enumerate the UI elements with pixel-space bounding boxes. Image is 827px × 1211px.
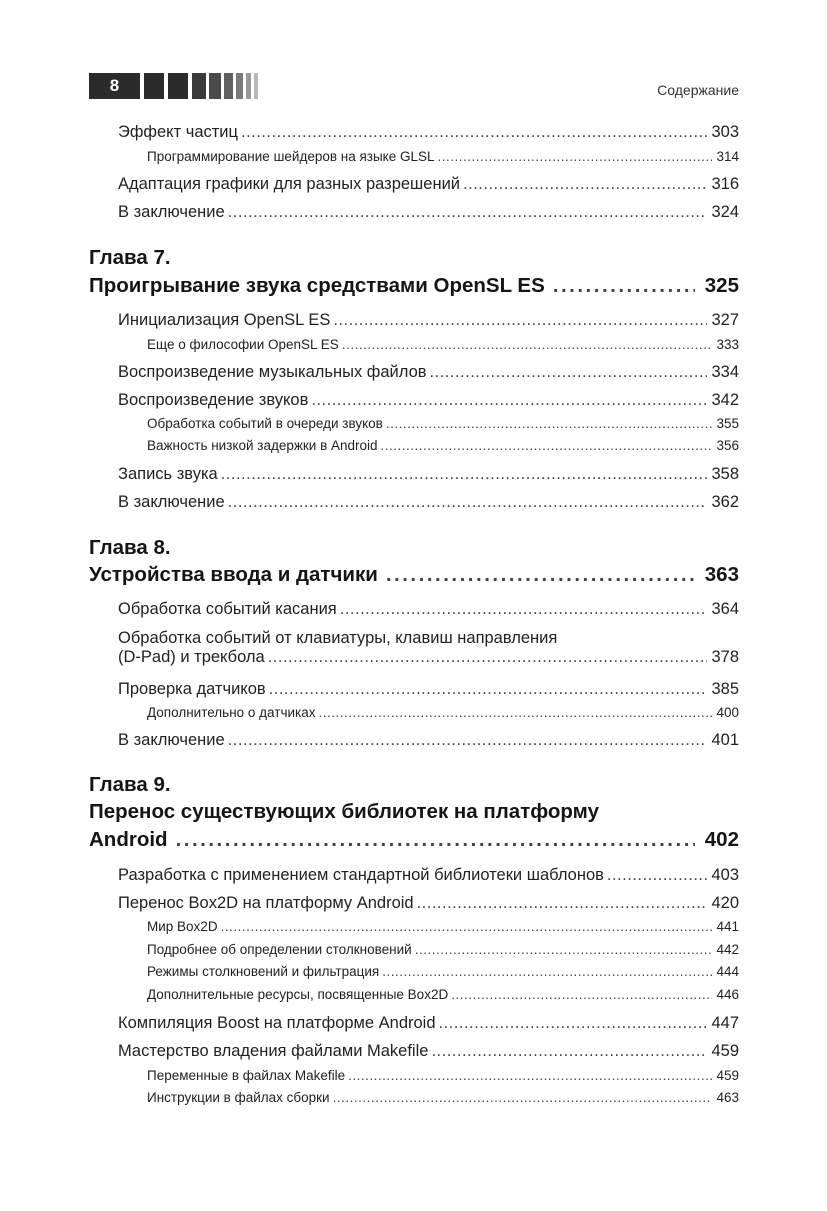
chapter-number: Глава 8.: [89, 536, 171, 559]
chapter-title: Устройства ввода и датчики: [89, 563, 378, 586]
toc-entry-page: 356: [716, 438, 739, 453]
toc-entry-title: Переменные в файлах Makefile: [147, 1068, 346, 1083]
toc-entry: [118, 203, 739, 222]
dot-leader: [176, 828, 695, 852]
toc-entry-page: 316: [711, 175, 739, 193]
toc-entry-page: 442: [716, 942, 739, 957]
toc-entry-title: Мастерство владения файлами Makefile: [118, 1042, 429, 1060]
toc-entry-page: 324: [711, 203, 739, 221]
toc-entry-multiline: [118, 629, 739, 667]
toc-entry-title: Дополнительные ресурсы, посвященные Box2D: [147, 987, 449, 1002]
toc-subentry: [147, 149, 739, 164]
toc-entry-title: Обработка событий касания: [118, 600, 337, 618]
toc-subentry: [147, 942, 739, 957]
toc-entry-title-line1: Обработка событий от клавиатуры, клавиш направления: [118, 629, 558, 647]
chapter-title-line1: Перенос существующих библиотек на платформу: [89, 800, 599, 823]
toc-entry-page: 334: [711, 363, 739, 381]
toc-subentry: [147, 987, 739, 1002]
toc-entry-title: Адаптация графики для разных разрешений: [118, 175, 461, 193]
dot-leader: [386, 416, 713, 431]
toc-entry: [118, 175, 739, 194]
chapter-title: Проигрывание звука средствами OpenSL ES: [89, 274, 545, 297]
dot-leader: [311, 391, 707, 410]
dot-leader: [386, 563, 695, 587]
chapter-number: Глава 9.: [89, 773, 171, 796]
page-number: 8: [89, 73, 140, 99]
chapter-title: Android: [89, 828, 168, 851]
chapter-page: 402: [704, 828, 739, 851]
toc-entry-page: 459: [711, 1042, 739, 1060]
toc-entry-page: 447: [711, 1014, 739, 1032]
toc-entry: [118, 680, 739, 699]
toc-entry-page: 441: [716, 919, 739, 934]
dot-leader: [342, 337, 713, 352]
toc-entry-page: 364: [711, 600, 739, 618]
toc-entry-page: 400: [716, 705, 739, 720]
toc-entry: [118, 894, 739, 913]
toc-entry-title: Запись звука: [118, 465, 218, 483]
page-header: [89, 73, 739, 101]
toc-entry-title: Подробнее об определении столкновений: [147, 942, 412, 957]
toc-entry-page: 463: [716, 1090, 739, 1105]
toc-entry-page: 459: [716, 1068, 739, 1083]
toc-entry-page: 303: [711, 123, 739, 141]
dot-leader: [333, 1090, 713, 1105]
dot-leader: [221, 465, 708, 484]
chapter-page: 363: [704, 563, 739, 586]
toc-entry-title: Инструкции в файлах сборки: [147, 1090, 330, 1105]
dot-leader: [431, 1042, 707, 1061]
toc-entry-title: Еще о философии OpenSL ES: [147, 337, 339, 352]
chapter-heading: [89, 274, 739, 298]
dot-leader: [553, 274, 695, 298]
dot-leader: [430, 363, 708, 382]
toc-entry-page: 420: [711, 894, 739, 912]
toc-entry: [118, 1014, 739, 1033]
dot-leader: [439, 1014, 708, 1033]
dot-leader: [417, 894, 708, 913]
toc-entry-page: 401: [711, 731, 739, 749]
dot-leader: [228, 203, 708, 222]
dot-leader: [451, 987, 712, 1002]
toc-subentry: [147, 1090, 739, 1105]
toc-entry-page: 403: [711, 866, 739, 884]
toc-entry-title: Проверка датчиков: [118, 680, 266, 698]
dot-leader: [348, 1068, 712, 1083]
toc-entry-page: 362: [711, 493, 739, 511]
dot-leader: [241, 123, 707, 142]
toc-entry-title: Важность низкой задержки в Android: [147, 438, 378, 453]
toc-entry-title: Разработка с применением стандартной библиотеки шаблонов: [118, 866, 604, 884]
toc-subentry: [147, 919, 739, 934]
toc-entry-title: Перенос Box2D на платформу Android: [118, 894, 414, 912]
toc-entry: [118, 363, 739, 382]
toc-entry: [118, 465, 739, 484]
toc-entry-title: Программирование шейдеров на языке GLSL: [147, 149, 435, 164]
dot-leader: [415, 942, 713, 957]
toc-entry-title: Обработка событий в очереди звуков: [147, 416, 383, 431]
toc-entry-title: Воспроизведение музыкальных файлов: [118, 363, 427, 381]
toc-entry-title: В заключение: [118, 493, 225, 511]
toc-entry-page: 333: [716, 337, 739, 352]
dot-leader: [268, 648, 708, 667]
toc-entry-page: 314: [716, 149, 739, 164]
toc-entry-title: Воспроизведение звуков: [118, 391, 309, 409]
toc-entry-title: Эффект частиц: [118, 123, 238, 141]
dot-leader: [340, 600, 708, 619]
chapter-page: 325: [704, 274, 739, 297]
toc-subentry: [147, 705, 739, 720]
toc-subentry: [147, 416, 739, 431]
dot-leader: [438, 149, 713, 164]
toc-entry-title: Компиляция Boost на платформе Android: [118, 1014, 436, 1032]
dot-leader: [333, 311, 707, 330]
toc-subentry: [147, 964, 739, 979]
toc-entry-title: Инициализация OpenSL ES: [118, 311, 331, 329]
toc-subentry: [147, 438, 739, 453]
running-title: Содержание: [657, 82, 739, 98]
toc-entry-page: 444: [716, 964, 739, 979]
toc-entry-title: В заключение: [118, 203, 225, 221]
dot-leader: [228, 493, 708, 512]
dot-leader: [463, 175, 707, 194]
dot-leader: [269, 680, 708, 699]
toc-entry-title: Режимы столкновений и фильтрация: [147, 964, 380, 979]
dot-leader: [607, 866, 708, 885]
toc-entry: [118, 866, 739, 885]
toc-entry-title: Дополнительно о датчиках: [147, 705, 316, 720]
toc-subentry: [147, 337, 739, 352]
toc-entry: [118, 731, 739, 750]
toc-subentry: [147, 1068, 739, 1083]
toc-entry: [118, 600, 739, 619]
toc-entry-title: В заключение: [118, 731, 225, 749]
toc-entry-page: 358: [711, 465, 739, 483]
toc-entry-page: 342: [711, 391, 739, 409]
dot-leader: [228, 731, 708, 750]
toc-entry: [118, 311, 739, 330]
dot-leader: [381, 438, 713, 453]
toc-entry-page: 385: [711, 680, 739, 698]
chapter-heading: [89, 800, 739, 852]
toc-entry-title: (D-Pad) и трекбола: [118, 648, 265, 666]
toc-entry-page: 327: [711, 311, 739, 329]
dot-leader: [382, 964, 712, 979]
dot-leader: [221, 919, 713, 934]
toc-entry-title: Мир Box2D: [147, 919, 218, 934]
toc-entry: [118, 391, 739, 410]
chapter-number: Глава 7.: [89, 246, 171, 269]
chapter-heading: [89, 563, 739, 587]
toc-entry-page: 446: [716, 987, 739, 1002]
dot-leader: [318, 705, 712, 720]
toc-entry: [118, 123, 739, 142]
toc-entry-page: 355: [716, 416, 739, 431]
toc-entry: [118, 493, 739, 512]
toc-entry: [118, 1042, 739, 1061]
toc-entry-page: 378: [711, 648, 739, 666]
